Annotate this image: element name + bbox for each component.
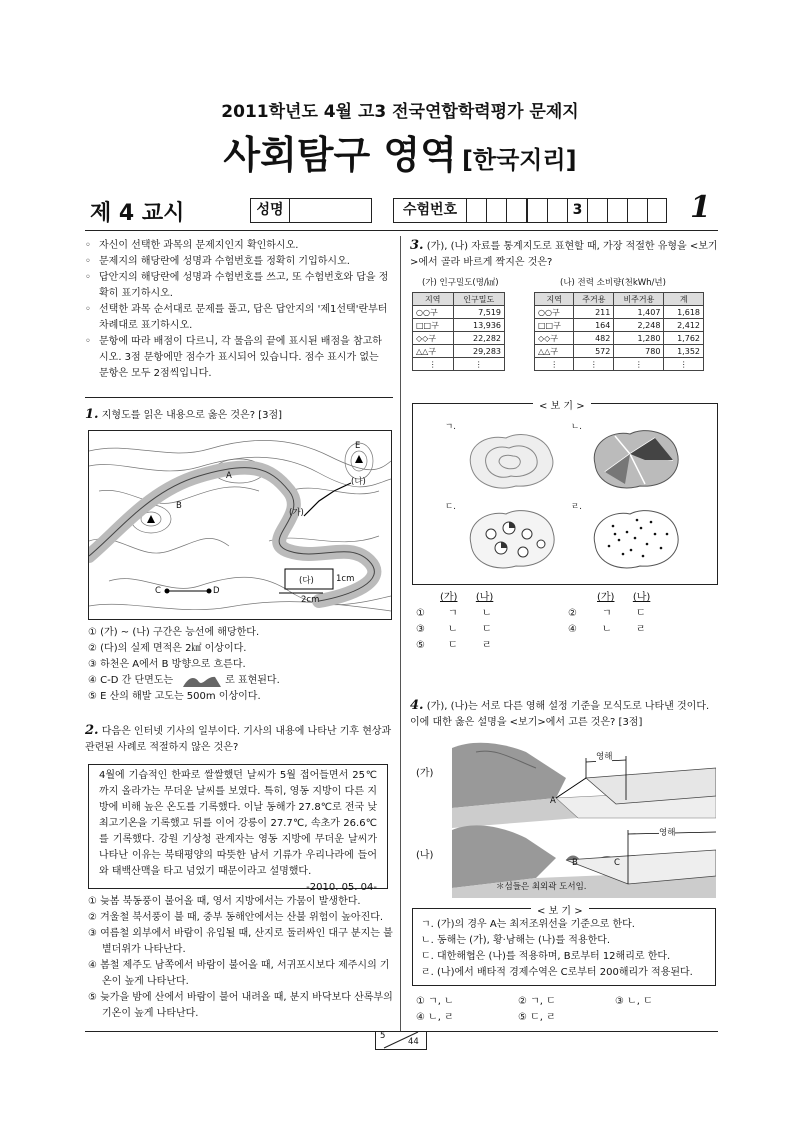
q4-choice[interactable]: ⑤ ㄷ, ㄹ bbox=[518, 1012, 556, 1023]
exam-line: 2011학년도 4월 고3 전국연합학력평가 문제지 bbox=[221, 102, 579, 122]
table-cell: 482 bbox=[574, 332, 614, 345]
q2-choices bbox=[88, 894, 393, 1022]
table-header: 계 bbox=[664, 293, 704, 306]
answer-ga: ㄴ bbox=[602, 624, 612, 635]
map-label-2cm: 2cm bbox=[301, 595, 320, 605]
table-cell: ◇◇구 bbox=[535, 332, 574, 345]
q3-answer-header-left bbox=[440, 590, 493, 606]
q1-choice[interactable]: ⑤ E 산의 해발 고도는 500m 이상이다. bbox=[88, 691, 261, 702]
map-label: ㄱ. bbox=[445, 422, 456, 432]
answer-num: ① bbox=[416, 608, 425, 619]
q4-number: 4. bbox=[410, 698, 424, 713]
baseline-diagram bbox=[416, 738, 716, 898]
q3-answer-1[interactable] bbox=[416, 606, 492, 622]
table-header: 주거용 bbox=[574, 293, 614, 306]
q4-choice[interactable]: ④ ㄴ, ㄹ bbox=[416, 1012, 454, 1023]
q1-text: 지형도를 읽은 내용으로 옳은 것은? [3점] bbox=[101, 410, 283, 421]
table-cell: 780 bbox=[614, 345, 664, 358]
subject-title bbox=[0, 124, 800, 179]
q3-stem bbox=[410, 238, 720, 271]
map-label-d: D bbox=[213, 586, 220, 596]
q1-choice[interactable]: ③ 하천은 A에서 B 방향으로 흐른다. bbox=[88, 659, 246, 670]
q4-bogi-box bbox=[412, 908, 716, 986]
bogi-title: < 보 기 > bbox=[531, 902, 589, 917]
isoline-map bbox=[461, 426, 561, 494]
fig-note: ＊섬들은 최외곽 도서임. bbox=[496, 882, 587, 892]
page-counter bbox=[375, 1031, 427, 1050]
instruction-item: ◦ 자신이 선택한 과목의 문제지인지 확인하시오. bbox=[85, 238, 391, 254]
id-label: 수험번호 bbox=[394, 199, 467, 222]
id-cell[interactable] bbox=[648, 199, 666, 222]
id-cell[interactable] bbox=[588, 199, 608, 222]
table-cell: 1,618 bbox=[664, 306, 704, 319]
map-label-da: (다) bbox=[299, 576, 314, 586]
q3-answer-2[interactable] bbox=[568, 606, 646, 622]
fig-label-a: A bbox=[550, 796, 556, 806]
table-cell: ◇◇구 bbox=[413, 332, 454, 345]
table-cell: ⋮ bbox=[574, 358, 614, 371]
q3-answer-5[interactable] bbox=[416, 638, 492, 654]
table-b-caption: (나) 전력 소비량(천kWh/년) bbox=[560, 278, 666, 288]
q2-article-text: 4월에 기습적인 한파로 쌀쌀했던 날씨가 5월 접어들면서 25℃까지 올라가는 무더운 날씨를 보였다. 특히, 영동 지방이 다른 지방에 비해 높은 온도를 기록했다. 이날 동해가 27.8℃로 전국 낮 최고기온을 기록했고 뒤를 이어 강릉이 27.7℃, 속초가 26.6℃를 기록했다. 강원 기상청 관계자는 영동 지방에 무더운 날씨가 나타난 이유는 북태평양의 따뜻한 남서 기류가 우리나라에 들어와 태백산맥을 타고 넘었기 때문이라고 설명했다. bbox=[99, 770, 377, 877]
q2-choice[interactable]: ② 겨울철 북서풍이 불 때, 중부 동해안에서는 산불 위험이 높아진다. bbox=[88, 912, 384, 923]
answer-na: ㄷ bbox=[636, 608, 646, 619]
q4-figure bbox=[416, 738, 716, 898]
fig-label-c: C bbox=[614, 858, 620, 868]
map-label-b: B bbox=[176, 501, 182, 511]
map-label-e: E bbox=[355, 441, 361, 451]
answer-ga: ㄱ bbox=[602, 608, 612, 619]
id-cell[interactable] bbox=[487, 199, 507, 222]
col-na: (나) bbox=[475, 592, 494, 603]
map-label: ㄷ. bbox=[445, 502, 456, 512]
q3-answer-header-right bbox=[597, 590, 650, 606]
q2-article-date: -2010. 05. 04- bbox=[306, 882, 377, 893]
answer-num: ⑤ bbox=[416, 640, 425, 651]
table-cell: 211 bbox=[574, 306, 614, 319]
answer-num: ② bbox=[568, 608, 577, 619]
pie-chart-map bbox=[461, 504, 561, 576]
instruction-item: ◦ 문제지의 해당란에 성명과 수험번호를 정확히 기입하시오. bbox=[85, 254, 391, 270]
q1-stem bbox=[85, 407, 391, 424]
answer-ga: ㄴ bbox=[448, 624, 458, 635]
fig-label-ga: (가) bbox=[416, 768, 434, 779]
q1-number: 1. bbox=[85, 407, 99, 422]
table-cell: ⋮ bbox=[453, 358, 504, 371]
fig-label-territorial-sea: 영해 bbox=[596, 752, 613, 762]
map-label: ㄹ. bbox=[571, 502, 582, 512]
table-cell: 1,762 bbox=[664, 332, 704, 345]
q3-text: (가), (나) 자료를 통계지도로 표현할 때, 가장 적절한 유형을 <보기>에서 골라 바르게 짝지은 것은? bbox=[410, 241, 718, 268]
bogi-item: ㄷ. 대한해협은 (나)를 적용하며, B로부터 12해리로 한다. bbox=[421, 951, 671, 962]
q3-answer-4[interactable] bbox=[568, 622, 646, 638]
profile-icon bbox=[177, 674, 221, 688]
q2-article bbox=[88, 764, 388, 893]
q1-choice[interactable]: ① (가) ~ (나) 구간은 능선에 해당한다. bbox=[88, 627, 260, 638]
q1-choice-4[interactable] bbox=[88, 673, 390, 689]
answer-ga: ㄱ bbox=[448, 608, 458, 619]
answer-na: ㄹ bbox=[636, 624, 646, 635]
table-cell: ⋮ bbox=[413, 358, 454, 371]
q4-choice[interactable]: ① ㄱ, ㄴ bbox=[416, 996, 454, 1007]
subject-sub: [한국지리] bbox=[461, 146, 577, 174]
instruction-item: ◦ 답안지의 해당란에 성명과 수험번호를 쓰고, 또 수험번호와 답을 정확히 표기하시오. bbox=[85, 270, 391, 302]
q1-choice[interactable]: ② (다)의 실제 면적은 2㎢ 이상이다. bbox=[88, 643, 247, 654]
col-ga: (가) bbox=[597, 592, 615, 603]
map-label-na: (나) bbox=[351, 477, 366, 487]
q2-number: 2. bbox=[85, 723, 99, 738]
q1-choices bbox=[88, 625, 390, 705]
bogi-title: < 보 기 > bbox=[533, 397, 591, 412]
table-cell: 572 bbox=[574, 345, 614, 358]
id-box bbox=[393, 198, 667, 223]
answer-na: ㄴ bbox=[482, 608, 492, 619]
bogi-item: ㄱ. (가)의 경우 A는 최저조위선을 기준으로 한다. bbox=[421, 919, 635, 930]
bogi-item: ㄴ. 동해는 (가), 황·남해는 (나)를 적용한다. bbox=[421, 935, 611, 946]
map-label-a: A bbox=[226, 471, 232, 481]
q4-bogi-list bbox=[421, 917, 711, 981]
q4-text: (가), (나)는 서로 다른 영해 설정 기준을 모식도로 나타낸 것이다. 이에 대한 옳은 설명을 <보기>에서 고른 것은? [3점] bbox=[410, 701, 710, 728]
table-cell: 13,936 bbox=[453, 319, 504, 332]
answer-num: ④ bbox=[568, 624, 577, 635]
name-label: 성명 bbox=[251, 199, 290, 222]
q3-number: 3. bbox=[410, 238, 424, 253]
map-label: ㄴ. bbox=[571, 422, 582, 432]
map-label-ga: (가) bbox=[289, 508, 304, 518]
table-header: 지역 bbox=[535, 293, 574, 306]
period-label: 제 4 교시 bbox=[90, 201, 185, 226]
q4-stem bbox=[410, 698, 720, 731]
choropleth-map bbox=[585, 424, 685, 494]
table-cell: △△구 bbox=[535, 345, 574, 358]
map-label-1cm: 1cm bbox=[336, 574, 355, 584]
q3-bogi-box bbox=[412, 403, 718, 585]
table-cell: ○○구 bbox=[535, 306, 574, 319]
header-rule bbox=[85, 230, 718, 231]
answer-na: ㄷ bbox=[482, 624, 492, 635]
q2-choice[interactable]: ④ 봄철 제주도 남쪽에서 바람이 불어올 때, 서귀포시보다 제주시의 기온이 높게 나타난다. bbox=[88, 960, 390, 987]
table-cell: △△구 bbox=[413, 345, 454, 358]
table-cell: □□구 bbox=[535, 319, 574, 332]
bogi-item: ㄹ. (나)에서 배타적 경제수역은 C로부터 200해리가 적용된다. bbox=[421, 967, 693, 978]
name-field[interactable] bbox=[290, 199, 371, 222]
fig-label-b: B bbox=[572, 858, 578, 868]
table-cell: 164 bbox=[574, 319, 614, 332]
table-power-consumption bbox=[534, 292, 704, 371]
q1-choice-4-text: ④ C-D 간 단면도는 bbox=[88, 675, 174, 686]
id-cell[interactable] bbox=[608, 199, 628, 222]
answer-na: ㄹ bbox=[482, 640, 492, 651]
page-current: 5 bbox=[380, 1031, 386, 1041]
page-number: 1 bbox=[690, 190, 711, 225]
table-cell: ⋮ bbox=[664, 358, 704, 371]
q2-text: 다음은 인터넷 기사의 일부이다. 기사의 내용에 나타난 기후 현상과 관련된 사례로 적절하지 않은 것은? bbox=[85, 726, 392, 753]
column-divider bbox=[400, 236, 401, 1031]
table-cell: 1,352 bbox=[664, 345, 704, 358]
col-ga: (가) bbox=[440, 592, 458, 603]
q1-choice-4-tail: 로 표현된다. bbox=[225, 675, 280, 686]
table-header: 비주거용 bbox=[614, 293, 664, 306]
q4-choice[interactable]: ② ㄱ, ㄷ bbox=[518, 996, 556, 1007]
q2-choice[interactable]: ③ 여름철 외부에서 바람이 유입될 때, 산지로 둘러싸인 대구 분지는 불볕더위가 나타난다. bbox=[88, 928, 393, 955]
id-cell[interactable] bbox=[528, 199, 548, 222]
answer-num: ③ bbox=[416, 624, 425, 635]
table-cell: ○○구 bbox=[413, 306, 454, 319]
map-label-c: C bbox=[155, 586, 161, 596]
col-na: (나) bbox=[632, 592, 651, 603]
table-cell: 2,248 bbox=[614, 319, 664, 332]
id-cell[interactable] bbox=[467, 199, 487, 222]
q2-stem bbox=[85, 723, 393, 756]
dot-map bbox=[585, 504, 685, 576]
table-header: 인구밀도 bbox=[453, 293, 504, 306]
topo-map-svg bbox=[89, 431, 391, 619]
fig-label-territorial-sea: 영해 bbox=[659, 828, 676, 838]
table-cell: ⋮ bbox=[535, 358, 574, 371]
q4-choice[interactable]: ③ ㄴ, ㄷ bbox=[615, 996, 653, 1007]
table-cell: 29,283 bbox=[453, 345, 504, 358]
subject-main: 사회탐구 영역 bbox=[223, 133, 457, 177]
table-population-density bbox=[412, 292, 505, 371]
instructions bbox=[85, 238, 391, 382]
id-cell[interactable] bbox=[507, 199, 528, 222]
q1-topo-map bbox=[88, 430, 392, 620]
id-cell[interactable] bbox=[548, 199, 568, 222]
q3-answer-3[interactable] bbox=[416, 622, 492, 638]
fig-label-na: (나) bbox=[416, 850, 434, 861]
table-cell: 7,519 bbox=[453, 306, 504, 319]
id-cell: 3 bbox=[568, 199, 588, 222]
instruction-item: ◦ 선택한 과목 순서대로 문제를 풀고, 답은 답안지의 '제1선택'란부터 차례대로 표기하시오. bbox=[85, 302, 391, 334]
table-cell: 1,280 bbox=[614, 332, 664, 345]
instruction-item: ◦ 문항에 따라 배점이 다르니, 각 물음의 끝에 표시된 배점을 참고하시오. 3점 문항에만 점수가 표시되어 있습니다. 점수 표시가 없는 문항은 모두 2점씩입니다. bbox=[85, 334, 391, 382]
table-header: 지역 bbox=[413, 293, 454, 306]
table-cell: 22,282 bbox=[453, 332, 504, 345]
table-cell: 2,412 bbox=[664, 319, 704, 332]
table-cell: □□구 bbox=[413, 319, 454, 332]
instructions-rule bbox=[85, 397, 393, 398]
table-a-caption: (가) 인구밀도(명/㎢) bbox=[422, 278, 499, 288]
name-box bbox=[250, 198, 372, 223]
page-total: 44 bbox=[408, 1037, 419, 1047]
answer-ga: ㄷ bbox=[448, 640, 458, 651]
q2-choice[interactable]: ⑤ 늦가을 밤에 산에서 바람이 불어 내려올 때, 분지 바닥보다 산록부의 기온이 높게 나타난다. bbox=[88, 992, 393, 1019]
q2-choice[interactable]: ① 늦봄 북동풍이 불어올 때, 영서 지방에서는 가뭄이 발생한다. bbox=[88, 896, 361, 907]
table-cell: 1,407 bbox=[614, 306, 664, 319]
id-cell[interactable] bbox=[628, 199, 648, 222]
table-cell: ⋮ bbox=[614, 358, 664, 371]
